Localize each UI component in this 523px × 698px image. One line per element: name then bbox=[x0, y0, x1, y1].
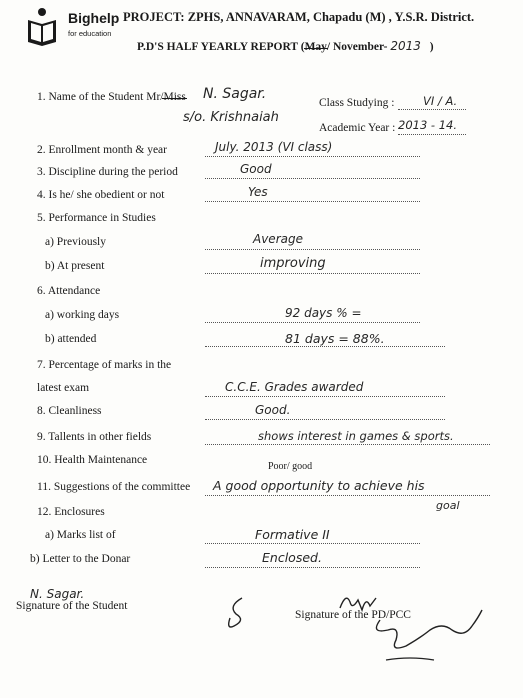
student-name-value: N. Sagar. bbox=[203, 86, 267, 102]
field-value: Formative II bbox=[255, 527, 330, 542]
field-value: improving bbox=[260, 256, 326, 271]
field-label: latest exam bbox=[37, 382, 90, 394]
student-signature-name: N. Sagar. bbox=[30, 587, 85, 601]
field-label: 3. Discipline during the period bbox=[37, 166, 178, 178]
field-value: goal bbox=[436, 499, 460, 512]
field-value: Good bbox=[240, 162, 272, 176]
field-value: Poor/ good bbox=[268, 461, 313, 472]
field-dots bbox=[205, 444, 490, 445]
pd-signature-label: Signature of the PD/PCC bbox=[295, 609, 411, 621]
logo-name: Bighelp bbox=[68, 10, 120, 26]
student-signature-label: Signature of the Student bbox=[16, 600, 128, 612]
field-dots bbox=[205, 346, 445, 347]
class-label: Class Studying : bbox=[319, 97, 395, 109]
student-parent-value: s/o. Krishnaiah bbox=[183, 110, 279, 125]
bighelp-logo-icon bbox=[22, 6, 64, 46]
field-dots bbox=[205, 419, 445, 420]
student-name-label-prefix: 1. Name of the Student Mr/ bbox=[37, 91, 164, 103]
field-dots bbox=[205, 396, 445, 397]
field-label: 5. Performance in Studies bbox=[37, 212, 156, 224]
field-value: C.C.E. Grades awarded bbox=[225, 380, 364, 394]
class-dots bbox=[398, 109, 466, 110]
field-value: Enclosed. bbox=[262, 550, 322, 565]
academic-year-label: Academic Year : bbox=[319, 122, 396, 134]
field-label: 9. Tallents in other fields bbox=[37, 431, 152, 443]
field-dots bbox=[205, 201, 420, 202]
field-value: Yes bbox=[248, 185, 268, 199]
field-label: 8. Cleanliness bbox=[37, 405, 102, 417]
field-value: shows interest in games & sports. bbox=[258, 429, 454, 443]
pd-signature-scrawl bbox=[220, 590, 490, 690]
report-year: 2013 bbox=[390, 39, 421, 53]
report-title-prefix: P.D'S HALF YEARLY REPORT ( bbox=[137, 41, 305, 53]
field-value: 92 days % = bbox=[285, 306, 362, 320]
report-title-suffix: / November- bbox=[326, 41, 388, 53]
field-label: b) Letter to the Donar bbox=[30, 553, 131, 565]
report-title-close: ) bbox=[429, 41, 434, 53]
field-label: 12. Enclosures bbox=[37, 506, 105, 518]
field-value: July. 2013 (VI class) bbox=[215, 140, 333, 154]
student-name-label bbox=[37, 91, 186, 103]
field-dots bbox=[205, 156, 420, 157]
academic-year-value: 2013 - 14. bbox=[398, 118, 458, 132]
field-label: 4. Is he/ she obedient or not bbox=[37, 189, 165, 201]
class-value: VI / A. bbox=[423, 94, 458, 108]
field-label: 2. Enrollment month & year bbox=[37, 144, 167, 156]
field-dots bbox=[205, 495, 490, 496]
report-title-struck: May bbox=[304, 41, 327, 53]
project-line: PROJECT: ZPHS, ANNAVARAM, Chapadu (M) , Y.S.R. District. bbox=[123, 10, 475, 24]
field-label: 7. Percentage of marks in the bbox=[37, 359, 172, 371]
field-label: b) attended bbox=[45, 333, 97, 345]
field-label: 6. Attendance bbox=[37, 285, 101, 297]
field-dots bbox=[205, 322, 420, 323]
field-value: 81 days = 88%. bbox=[285, 331, 385, 346]
field-label: a) working days bbox=[45, 309, 120, 321]
field-dots bbox=[205, 178, 420, 179]
logo-tagline: for education bbox=[68, 29, 112, 38]
field-label: 11. Suggestions of the committee bbox=[37, 481, 191, 493]
field-dots bbox=[205, 249, 420, 250]
field-label: b) At present bbox=[45, 260, 105, 272]
field-dots bbox=[205, 273, 420, 274]
field-label: 10. Health Maintenance bbox=[37, 454, 148, 466]
report-title bbox=[137, 39, 434, 53]
field-dots bbox=[205, 543, 420, 544]
field-label: a) Previously bbox=[45, 236, 107, 248]
field-value: A good opportunity to achieve his bbox=[213, 478, 425, 493]
field-value: Good. bbox=[255, 403, 291, 417]
field-dots bbox=[205, 567, 420, 568]
academic-year-dots bbox=[398, 134, 466, 135]
field-value: Average bbox=[253, 232, 303, 246]
field-label: a) Marks list of bbox=[45, 529, 116, 541]
student-name-label-struck: Miss bbox=[163, 91, 186, 103]
